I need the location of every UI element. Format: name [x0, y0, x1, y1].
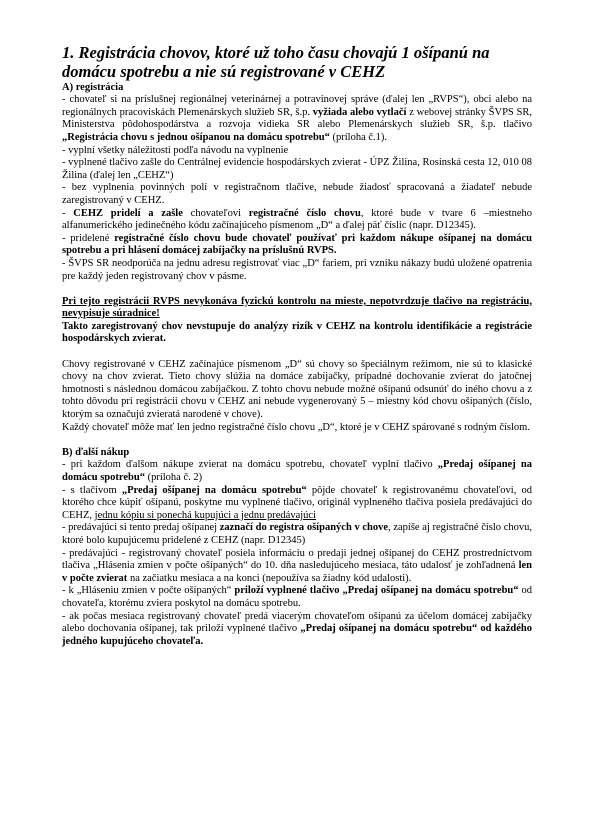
text-run: pôjde chovateľ k registrovanému chovateľovi, od ktorého chce kúpiť ošípanú, poskytne mu vyplnené tlačivo, originál vyplneného tlačiva posiela predávajúci do CEHZ,	[62, 484, 532, 521]
section-a-bullet-4: - bez vyplnenia povinných polí v registračnom tlačive, nebude žiadosť spracovaná a žiadateľ nebude zaregistrovaný v CEHZ.	[62, 182, 532, 206]
section-a-bullet-2: - vyplní všetky náležitosti podľa návodu na vyplnenie	[62, 144, 289, 156]
section-b-bullet-4	[62, 548, 532, 586]
note-underlined-text: Pri tejto registrácii RVPS nevykonáva fyzickú kontrolu na mieste, nepotvrdzuje tlačivo na registráciu, nevypisuje súradnice!	[62, 295, 532, 320]
text-run: - s tlačivom	[62, 484, 122, 496]
text-run: na začiatku mesiaca a na konci (nepoužíva sa žiadny kód udalosti).	[127, 572, 412, 584]
text-run: z webovej stránky ŠVPS SR, Ministerstva pôdohospodárstva a rozvoja vidieka SR alebo Plemenárskych služieb SR, š.p. tlačivo	[62, 106, 532, 131]
text-run: - predávajúci - registrovaný chovateľ posiela informáciu o predaji jednej ošípanej do CEHZ prostredníctvom tlačiva „Hlásenia zmien v počte ošípaných“ do 10. dňa nasledujúceho mesiaca, táto udalosť je zohľadnená	[62, 547, 532, 572]
section-b-bullet-3	[62, 522, 532, 547]
text-run: priloží vyplnené tlačivo „Predaj ošípanej na domácu spotrebu“	[234, 585, 519, 597]
text-run: - chovateľ si na príslušnej regionálnej veterinárnej a potravinovej správe (ďalej len „RVPS“), obci alebo na regionálnych pracoviskách Plemenárskych služieb SR, š.p.	[62, 94, 532, 118]
text-run: - pridelené	[62, 232, 115, 244]
document-body	[62, 44, 532, 648]
text-run: chovateľovi	[182, 207, 249, 219]
text-run: -	[62, 207, 74, 219]
text-run: CEHZ pridelí a zašle	[73, 207, 183, 219]
text-run: , zapíše aj registračné číslo chovu, ktoré bolo kupujúcemu pridelené z CEHZ (napr. D12345)	[62, 522, 532, 546]
text-run: (príloha č.1).	[329, 131, 388, 143]
text-run: vyžiada alebo vytlačí	[312, 106, 407, 118]
text-run: - ak počas mesiaca registrovaný chovateľ predá viacerým chovateľom ošípanú za účelom domácej zabíjačky alebo dochovania ošípanej, tak priloží vyplnené tlačivo	[62, 610, 532, 635]
text-run: „Predaj ošípanej na domácu spotrebu“	[62, 459, 533, 483]
note-underlined	[62, 296, 532, 321]
text-run: , ktoré bude v tvare 6 –miestneho alfanumerického jedinečného kódu začínajúceho písmenom „D“ a ďalej päť číslic (napr. D12345).	[62, 207, 532, 232]
text-run: „Registrácia chovu s jednou ošípanou na domácu spotrebu“	[62, 131, 330, 143]
spacer	[62, 434, 532, 447]
text-run: registračné číslo chovu bude chovateľ používať pri každom nákupe ošípanej na domácu spotrebu a pri hlásení domácej zabíjačky na príslušnú RVPS.	[62, 232, 532, 257]
section-a-bullet-6	[62, 233, 532, 258]
section-a-bullet-3: - vyplnené tlačivo zašle do Centrálnej evidencie hospodárskych zvierat - ÚPZ Žilina, Rosinská cesta 12, 010 08 Žilina (ďalej len „CEHZ“)	[62, 157, 532, 181]
note-bold	[62, 321, 532, 346]
text-run: registračné číslo chovu	[248, 207, 361, 219]
section-b-bullet-5	[62, 585, 532, 610]
text-run: - pri každom ďalšom nákupe zvierat na domácu spotrebu, chovateľ vyplní tlačivo	[62, 459, 438, 471]
text-run: „Predaj ošípanej na domácu spotrebu“ od každého jedného kupujúceho chovateľa.	[62, 623, 532, 647]
section-a-bullet-7: - ŠVPS SR neodporúča na jednu adresu registrovať viac „D“ fariem, pri vzniku nákazy budú uložené opatrenia pre každý jeden registrovaný chov v pásme.	[62, 257, 532, 282]
section-a-heading: A) registrácia	[62, 81, 124, 93]
text-run: od chovateľa, ktorému zviera poskytol na domácu spotrebu.	[62, 585, 533, 609]
document-title: 1. Registrácia chovov, ktoré už toho času chovajú 1 ošípanú na domácu spotrebu a nie sú registrované v CEHZ	[62, 43, 490, 81]
paragraph-d-chovy: Chovy registrované v CEHZ začínajúce písmenom „D“ sú chovy so špeciálnym režimom, nie sú to klasické chovy na chov zvierat. Tieto chovy slúžia na domáce zabíjačky, prípadné dochovanie zvierat do jatočnej hmotnosti s následnou domácou zabíjačkou. Z tohto chovu nebude možné ošípanú odsunúť do iného chovu a z tohto dôvodu pri registrácii chovu v CEHZ ani nebude vygenerovaný 5 – miestny kód chovu ošípaných (číslo, ktorým sa označujú zvieratá narodené v chove).	[62, 358, 532, 421]
note-bold-text: Takto zaregistrovaný chov nevstupuje do analýzy rizík v CEHZ na kontrolu identifikácie a registrácie hospodárskych zvierat.	[62, 320, 532, 345]
text-run: - k „Hláseniu zmien v počte ošípaných“	[62, 585, 235, 597]
text-run: zaznačí do registra ošípaných v chove	[219, 522, 389, 534]
text-run: „Predaj ošípanej na domácu spotrebu“	[121, 484, 307, 496]
section-b-heading: B) ďalší nákup	[62, 446, 130, 458]
section-a-bullet-5	[62, 208, 532, 233]
spacer	[62, 346, 532, 359]
section-b-bullet-2	[62, 485, 532, 523]
text-run: len v počte zvierat	[62, 560, 532, 584]
section-b-bullet-1	[62, 459, 532, 484]
text-run: jednu kópiu si ponechá kupujúci a jednu predávajúci	[94, 509, 316, 521]
text-run: - predávajúci si tento predaj ošípanej	[62, 522, 220, 534]
spacer	[62, 283, 532, 296]
text-run: (príloha č. 2)	[144, 472, 203, 483]
paragraph-jedno-cislo: Každý chovateľ môže mať len jedno registračné číslo chovu „D“, ktoré je v CEHZ spárované s rodným číslom.	[62, 421, 530, 433]
section-a-bullet-1	[62, 94, 532, 144]
section-b-bullet-6	[62, 611, 532, 649]
